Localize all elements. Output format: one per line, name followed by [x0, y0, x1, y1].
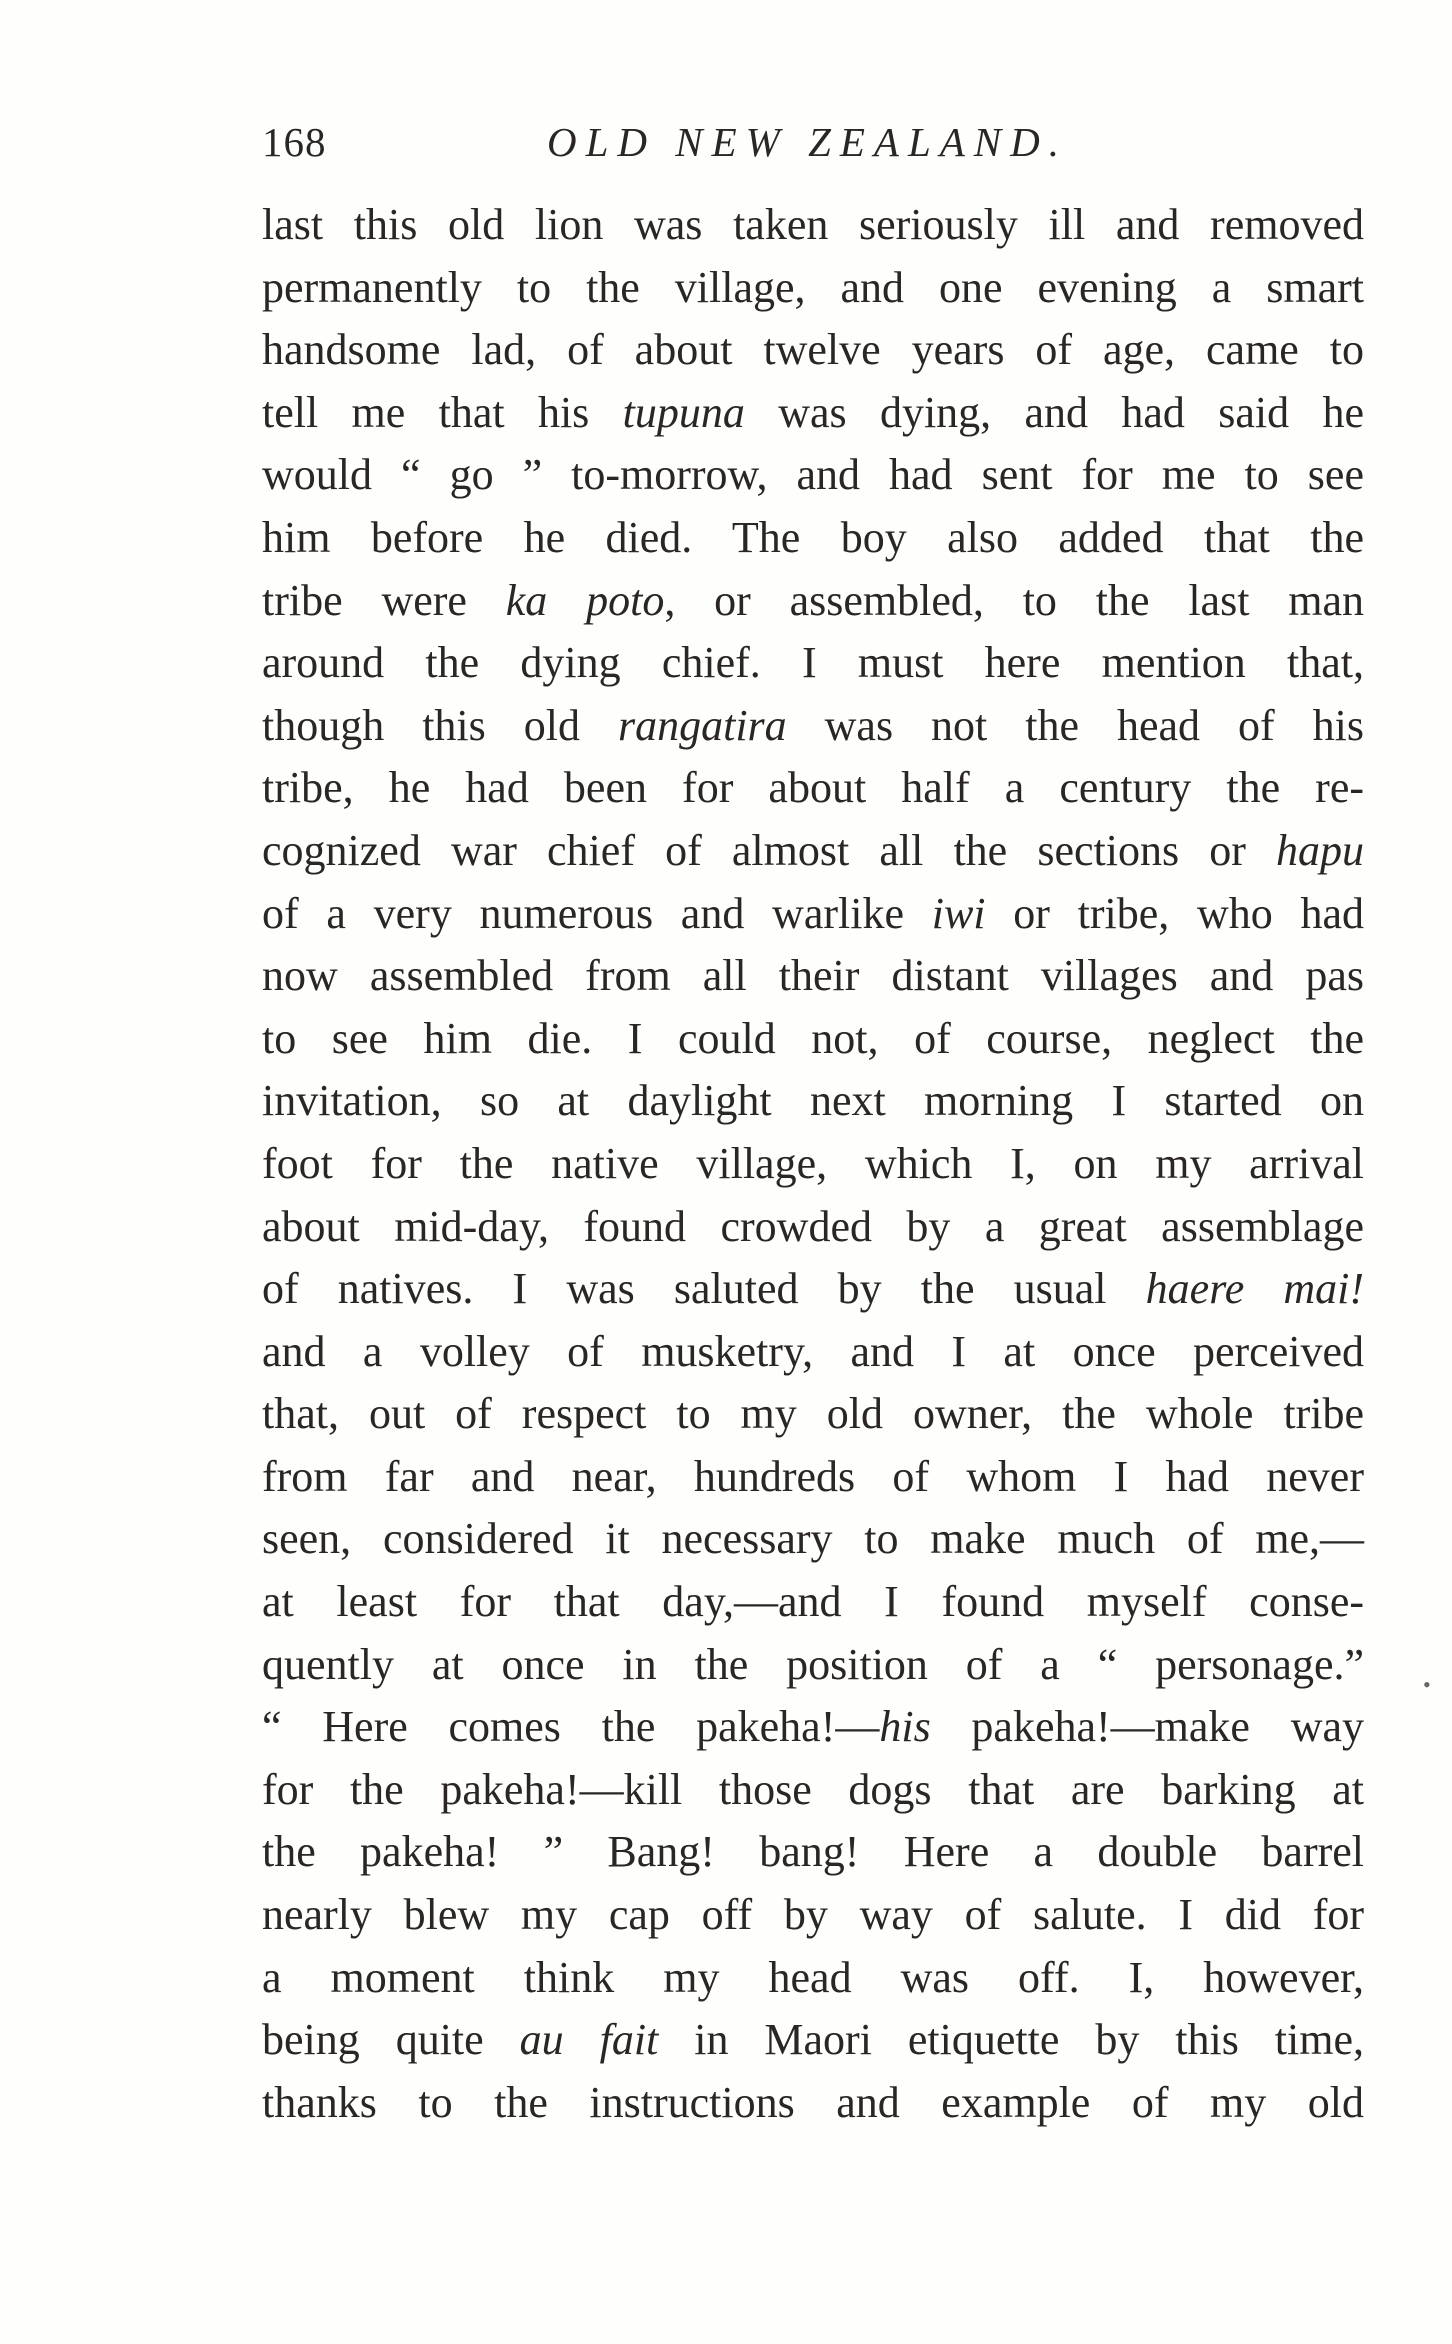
text-line	[262, 1759, 1364, 1822]
text-run: quently at once in the position of a “ personage.”	[262, 1639, 1364, 1689]
text-line	[262, 1696, 1364, 1759]
text-run: the pakeha! ” Bang! bang! Here a double barrel	[262, 1827, 1364, 1877]
text-line	[262, 2072, 1364, 2135]
text-run: foot for the native village, which I, on my arrival	[262, 1138, 1364, 1188]
italic-term: tupuna	[622, 387, 745, 437]
text-run: to see him die. I could not, of course, neglect the	[262, 1013, 1364, 1063]
text-line	[262, 570, 1364, 633]
text-run: invitation, so at daylight next morning I started on	[262, 1076, 1364, 1126]
text-line	[262, 194, 1364, 257]
text-run: that, out of respect to my old owner, the whole tribe	[262, 1389, 1364, 1439]
text-run: from far and near, hundreds of whom I had never	[262, 1451, 1364, 1501]
stray-ink-mark: •	[1423, 1672, 1431, 1697]
text-line	[262, 1634, 1364, 1697]
text-run: or tribe, who had	[985, 888, 1365, 938]
text-run: in Maori etiquette by this time,	[658, 2015, 1365, 2065]
text-line	[262, 1196, 1364, 1259]
text-line	[262, 883, 1364, 946]
text-run: tell me that his	[262, 387, 623, 437]
text-line	[262, 1947, 1364, 2010]
text-line	[262, 757, 1364, 820]
text-run: “ Here comes the pakeha!—	[262, 1702, 880, 1752]
text-line	[262, 1821, 1364, 1884]
text-run: seen, considered it necessary to make much of me,—	[262, 1514, 1364, 1564]
text-line	[262, 257, 1364, 320]
text-run: now assembled from all their distant villages and pas	[262, 951, 1364, 1001]
text-run: him before he died. The boy also added that the	[262, 512, 1364, 562]
text-run: tribe, he had been for about half a century the re-	[262, 763, 1364, 813]
text-line	[262, 1884, 1364, 1947]
text-line	[262, 444, 1364, 507]
text-run: thanks to the instructions and example of my old	[262, 2077, 1364, 2127]
text-line	[262, 1321, 1364, 1384]
text-line	[262, 382, 1364, 445]
text-run: though this old	[262, 700, 618, 750]
text-line	[262, 2009, 1364, 2072]
text-run: pakeha!—make way	[930, 1702, 1364, 1752]
text-run: and a volley of musketry, and I at once perceived	[262, 1326, 1364, 1376]
text-line	[262, 1383, 1364, 1446]
text-line	[262, 632, 1364, 695]
italic-term: haere mai!	[1145, 1264, 1365, 1314]
text-line	[262, 1258, 1364, 1321]
text-run: cognized war chief of almost all the sections or	[262, 825, 1276, 875]
text-run: being quite	[262, 2015, 520, 2065]
text-line	[262, 1508, 1364, 1571]
body-text	[262, 194, 1364, 2134]
text-run: around the dying chief. I must here mention that,	[262, 638, 1364, 688]
page-number: 168	[262, 119, 327, 165]
text-run: for the pakeha!—kill those dogs that are barking at	[262, 1764, 1364, 1814]
text-run: of a very numerous and warlike	[262, 888, 932, 938]
text-run: was not the head of his	[786, 700, 1365, 750]
text-line	[262, 945, 1364, 1008]
text-run: handsome lad, of about twelve years of age, came to	[262, 325, 1364, 375]
italic-term: hapu	[1276, 825, 1364, 875]
text-line	[262, 507, 1364, 570]
page-header	[262, 112, 1372, 172]
text-run: , or assembled, to the last man	[664, 575, 1364, 625]
italic-term: iwi	[931, 888, 986, 938]
text-line	[262, 695, 1364, 758]
text-run: nearly blew my cap off by way of salute. I did for	[262, 1890, 1364, 1940]
text-line	[262, 319, 1364, 382]
text-run: tribe were	[262, 575, 506, 625]
text-run: last this old lion was taken seriously ill and removed	[262, 200, 1364, 249]
italic-term: rangatira	[617, 700, 787, 750]
italic-term: ka poto	[505, 575, 665, 625]
text-line	[262, 1446, 1364, 1509]
text-line	[262, 820, 1364, 883]
text-run: a moment think my head was off. I, however,	[262, 1952, 1364, 2002]
text-run: of natives. I was saluted by the usual	[262, 1264, 1146, 1314]
italic-term: au fait	[519, 2015, 659, 2065]
text-run: was dying, and had said he	[744, 387, 1364, 437]
text-run: permanently to the village, and one evening a smart	[262, 262, 1364, 312]
italic-term: his	[879, 1702, 931, 1752]
text-run: about mid-day, found crowded by a great assemblage	[262, 1201, 1364, 1251]
text-line	[262, 1133, 1364, 1196]
running-title: OLD NEW ZEALAND.	[547, 119, 1069, 165]
text-line	[262, 1571, 1364, 1634]
text-line	[262, 1008, 1364, 1071]
text-run: would “ go ” to-morrow, and had sent for me to see	[262, 450, 1364, 500]
text-line	[262, 1070, 1364, 1133]
text-run: at least for that day,—and I found myself conse-	[262, 1577, 1364, 1627]
